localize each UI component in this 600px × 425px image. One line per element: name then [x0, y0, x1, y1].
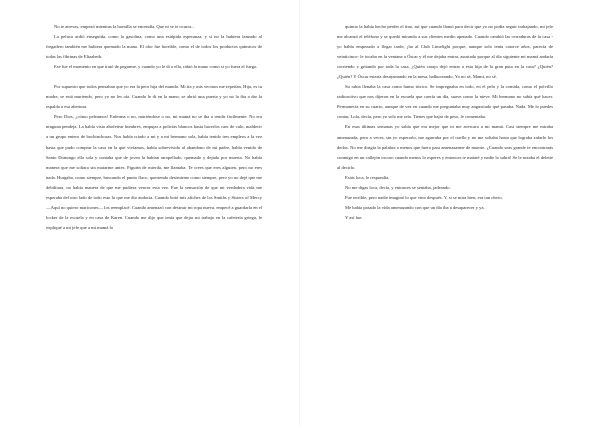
left-section-two	[46, 82, 262, 233]
paragraph: Me había pasado la vida amenazando con que un día iba a desaparecer y ya.	[345, 204, 485, 210]
paragraph: No me digas loca, decía, y entonces se sentaba, jadeando.	[345, 184, 451, 190]
right-page	[337, 22, 553, 223]
paragraph: Fue terrible, pero nadie imaginó lo que vino después. Y, si se mira bien, era tan obvio.	[345, 194, 503, 200]
paragraph: No te atrevas, empezó mientras la hornilla se encendía. Que ni se te ocurra...	[54, 24, 195, 29]
paragraph: La peluca ardió enseguida, como la gasolina, como una estúpida esperanza, y si no la hubiera lanzado al fregadero también me hubiera quemado la mano. El olor fue horrible, como el de todos los productos químicos de todas las fibrinas de Elizabeth.	[46, 34, 262, 60]
paragraph: Pero Dios, ¿cómo peleamos! Enferma o no, muriéndose o no, mi mamá no se iba a rendir fácilmente. No era ninguna pendeja. La había visto abofetear hombres, empujar a policías blancos hasta hacerlos caer de culo, maldecir a un grupo entero de bochinchosas. Nos había criado a mi y a mi hermano sola, había tenido tres empleos a la vez hasta que pudo comprar la casa en la que vivíamos, había sobrevivido al abandono de mi padre, había venido de Santo Domingo ella sola y contaba que de joven la habían atropellado, quemado y dejado por muerta. No había manera que me soltara sin matarme antes. Figurín de mierda, me llamaba. Te crees que eres alguien, pero no eres nada. Hurgaba, como siempre, buscando el punto flaco, queriendo destruirme como siempre, pero yo no dejé que me debilitara, no había manera de que me pudiera vencer esta vez. Fue la sensación de que mi verdadera vida me esperaba del otro lado de todo esto lo que me dio audacia. Cuando botó mis afiches de los Smiths y Sisters of Mercy —Aquí no quiero maricones— los reemplacé. Cuando amenazó con destruir mi ropa nueva, empecé a guardarla en el locker de la escuela y en casa de Karen. Cuando me dijo que tenía que dejar mi trabajo en la cafetería griega, le expliqué a mi jefe que a mi mamá la	[46, 114, 262, 230]
paragraph: Y así fue.	[345, 214, 363, 220]
paragraph: En esas últimas semanas yo sabía que era mejor que ni me acercara a mi mamá. Casi siempre me miraba amenazada, pero a veces, sin yo esperarlo, me agarraba por el cuello y no me soltaba hasta que lograba zafarle los dedos. No me dirigía la palabra a menos que fuera para amenazarme de muerte. ¿Cuando seas grande te encontrarás conmigo en un callejón oscuro cuando menos lo esperes y entonces te mataré y nadie lo sabrá! Se le notaba el deleite al decirlo.	[337, 124, 553, 170]
section-break	[46, 72, 262, 82]
paragraph: Estás loca, le respondía.	[345, 174, 390, 180]
paragraph: Por supuesto que todos pensaban que yo era la peor hija del mundo. Mi tía y mis vecinos me repetían, Hija, es tu madre, se está muriendo, pero yo no les oía. Cuando le di en la mano, se abrió una puerta y yo no la iba a dar la espalda a esa abertura.	[46, 84, 262, 110]
paragraph: Ese fue el momento en que trató de pegarme, y cuando yo le di a ella, rabió la mano como si yo fuera el fuego.	[54, 64, 258, 70]
paragraph: Su rabia llenaba la casa como humo tóxico. Se impregnaba en todo, en el pelo y la comida, como el polvillo radioactivo que nos dijeron en la escuela que caería un día, suave como la nieve. Mi hermano no sabía qué hacer. Permanecía en su cuarto, aunque de vez en cuando me preguntaba muy angustiado qué pasaba. Nada. Me lo puedes contar, Lola, decía, pero yo solo me reía. Tienes que bajar de peso, le comentaba.	[337, 84, 553, 120]
book-gutter	[299, 0, 300, 425]
left-section-one	[46, 22, 262, 72]
left-page	[46, 22, 262, 233]
paragraph: quimio la había hecho perder el tino, así que cuando llamó para decir que yo no podía seguir trabajando, mi jefe me alcanzó el teléfono y se quedó mirando a sus clientes medio apenado. Cuando cambió las cerraduras de la casa - yo había empezado a llegar tarde, ¡ha al Club Limelight porque, aunque solo tenía catorce años, parecía de veinticinco- le tocaba en la ventana a Óscar y él me dejaba entrar, asustado porque al día siguiente mi mamá andaría corriendo y gritando por toda la casa, ¿Quién carajo dejó entrar a esta hija de la gran puta en la casa? ¿Quién? ¿Quién? Y Óscar estaría desayunando en la mesa, balbuceando, Yo no sé, Mami, no sé.	[337, 24, 553, 80]
